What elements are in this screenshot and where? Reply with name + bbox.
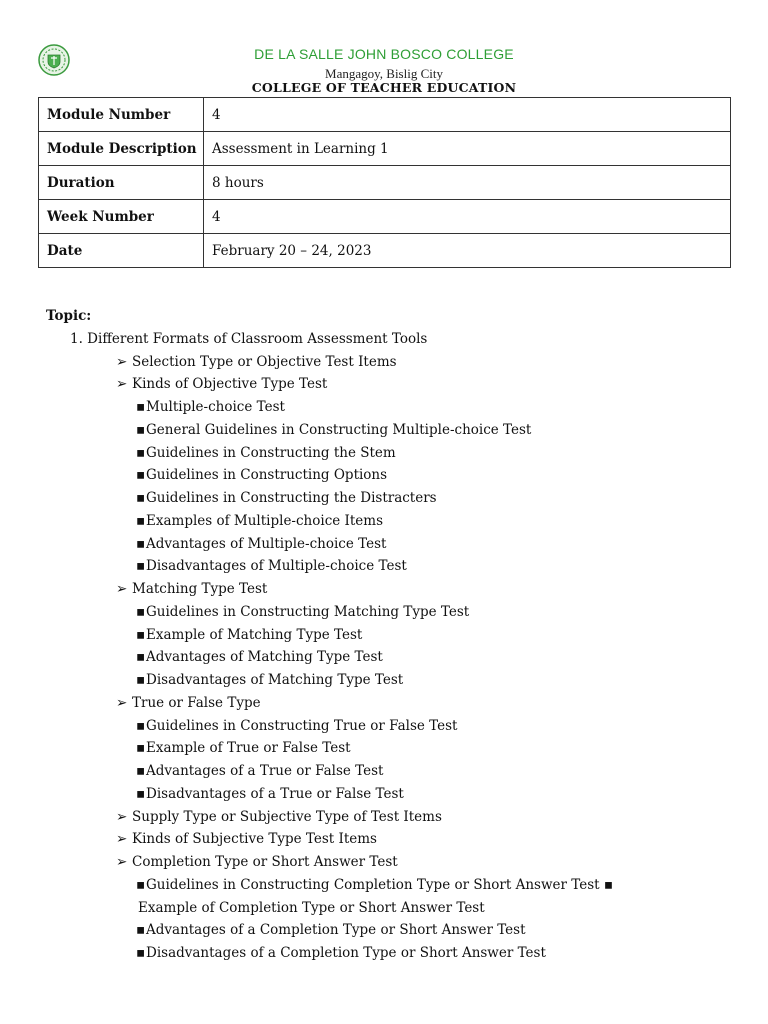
- topic-item: [46, 396, 736, 419]
- square-bullet-icon: ▪: [136, 672, 146, 688]
- topic-item-text: Supply Type or Subjective Type of Test Items: [132, 808, 442, 825]
- topic-item: [46, 897, 736, 920]
- topic-item-text: Disadvantages of Matching Type Test: [146, 672, 404, 688]
- topic-item: [46, 373, 736, 396]
- topic-item: [46, 351, 736, 374]
- topic-item: [46, 919, 736, 942]
- module-field-label: Week Number: [39, 200, 204, 234]
- arrow-bullet-icon: ➢: [116, 581, 128, 597]
- arrow-bullet-icon: ➢: [116, 376, 128, 393]
- module-field-label: Module Description: [39, 132, 204, 166]
- topic-item: [46, 624, 736, 647]
- topic-item-text: Guidelines in Constructing the Distracters: [146, 490, 437, 506]
- topic-item-text: Guidelines in Constructing Matching Type Test: [146, 603, 470, 620]
- square-bullet-icon: ▪: [136, 740, 146, 757]
- square-bullet-icon: ▪: [136, 922, 146, 939]
- topic-item: [46, 851, 736, 874]
- square-bullet-icon: ▪: [136, 558, 146, 575]
- module-field-value: 8 hours: [204, 166, 731, 200]
- module-row: [39, 234, 731, 268]
- topic-item-text: Disadvantages of a Completion Type or Short Answer Test: [146, 945, 546, 961]
- topic-item: [46, 715, 736, 738]
- topic-outline: [46, 328, 736, 965]
- arrow-bullet-icon: ➢: [116, 854, 128, 870]
- topic-item: [46, 510, 736, 533]
- topic-item: [46, 692, 736, 715]
- module-field-label: Date: [39, 234, 204, 268]
- module-field-value: February 20 – 24, 2023: [204, 234, 731, 268]
- topic-item: [46, 760, 736, 783]
- square-bullet-icon: ▪: [136, 421, 146, 438]
- arrow-bullet-icon: ➢: [116, 694, 128, 711]
- square-bullet-icon: ▪: [136, 490, 146, 506]
- arrow-bullet-icon: ➢: [116, 831, 128, 848]
- topic-item: [46, 464, 736, 487]
- college-address: Mangagoy, Bislig City: [325, 66, 443, 81]
- module-field-label: Module Number: [39, 98, 204, 132]
- arrow-bullet-icon: ➢: [116, 353, 128, 370]
- topic-item-text: Selection Type or Objective Test Items: [132, 353, 397, 370]
- module-field-label: Duration: [39, 166, 204, 200]
- square-bullet-icon: ▪: [136, 603, 146, 620]
- topic-item-text: Guidelines in Constructing True or False Test: [146, 717, 458, 734]
- topic-item: [46, 419, 736, 442]
- square-bullet-icon: ▪: [136, 444, 146, 461]
- square-bullet-icon: ▪: [136, 467, 146, 484]
- square-bullet-icon: ▪: [136, 717, 146, 734]
- topic-item: [46, 737, 736, 760]
- module-row: [39, 200, 731, 234]
- topic-item-text: Guidelines in Constructing Completion Type or Short Answer Test ▪: [146, 876, 613, 893]
- topic-item: [46, 578, 736, 601]
- topic-item-text: Multiple-choice Test: [146, 399, 285, 415]
- topic-item-text: Advantages of a True or False Test: [146, 763, 384, 779]
- topic-item-text: Examples of Multiple-choice Items: [146, 512, 384, 529]
- department-title: COLLEGE OF TEACHER EDUCATION: [251, 80, 517, 95]
- topic-item-text: Advantages of a Completion Type or Short Answer Test: [146, 922, 526, 939]
- square-bullet-icon: ▪: [136, 649, 146, 666]
- topic-item: [46, 555, 736, 578]
- topic-item-text: Kinds of Subjective Type Test Items: [132, 831, 377, 848]
- topic-item-text: Advantages of Multiple-choice Test: [146, 535, 387, 552]
- square-bullet-icon: ▪: [136, 785, 146, 802]
- square-bullet-icon: ▪: [136, 763, 146, 779]
- topic-item-text: Example of Matching Type Test: [146, 626, 363, 643]
- topic-item-text: Disadvantages of Multiple-choice Test: [146, 558, 407, 575]
- topic-item: [46, 806, 736, 829]
- topic-item-text: General Guidelines in Constructing Multiple-choice Test: [146, 421, 532, 438]
- topic-item-text: Example of True or False Test: [146, 740, 351, 757]
- topic-section: [46, 305, 736, 965]
- college-name: DE LA SALLE JOHN BOSCO COLLEGE: [254, 46, 514, 62]
- module-field-value: 4: [204, 98, 731, 132]
- module-field-value: Assessment in Learning 1: [204, 132, 731, 166]
- topic-item: [46, 783, 736, 806]
- topic-item: [46, 442, 736, 465]
- topic-item-text: Example of Completion Type or Short Answer Test: [138, 899, 485, 916]
- topic-item: [46, 874, 736, 897]
- topic-item-text: Advantages of Matching Type Test: [146, 649, 383, 666]
- square-bullet-icon: ▪: [136, 512, 146, 529]
- topic-item: [46, 828, 736, 851]
- topic-item: [46, 646, 736, 669]
- arrow-bullet-icon: ➢: [116, 808, 128, 825]
- module-field-value: 4: [204, 200, 731, 234]
- topic-item-text: True or False Type: [132, 694, 261, 711]
- module-row: [39, 132, 731, 166]
- topic-item-text: Disadvantages of a True or False Test: [146, 785, 404, 802]
- topic-item-text: 1. Different Formats of Classroom Assessment Tools: [70, 330, 428, 347]
- topic-item-text: Kinds of Objective Type Test: [132, 376, 328, 393]
- topic-item: [46, 533, 736, 556]
- module-info-table: [38, 97, 731, 268]
- square-bullet-icon: ▪: [136, 626, 146, 643]
- topic-item: [46, 669, 736, 692]
- module-row: [39, 166, 731, 200]
- topic-item-text: Guidelines in Constructing Options: [146, 467, 388, 484]
- topic-label: Topic:: [46, 308, 92, 324]
- square-bullet-icon: ▪: [136, 876, 146, 893]
- topic-item: [46, 942, 736, 965]
- square-bullet-icon: ▪: [136, 399, 146, 415]
- square-bullet-icon: ▪: [136, 535, 146, 552]
- topic-item: [46, 601, 736, 624]
- square-bullet-icon: ▪: [136, 945, 146, 961]
- module-row: [39, 98, 731, 132]
- topic-item-text: Matching Type Test: [132, 581, 268, 597]
- topic-item-text: Completion Type or Short Answer Test: [132, 854, 398, 870]
- topic-item-text: Guidelines in Constructing the Stem: [146, 444, 396, 461]
- topic-item: [46, 487, 736, 510]
- topic-item: [46, 328, 736, 351]
